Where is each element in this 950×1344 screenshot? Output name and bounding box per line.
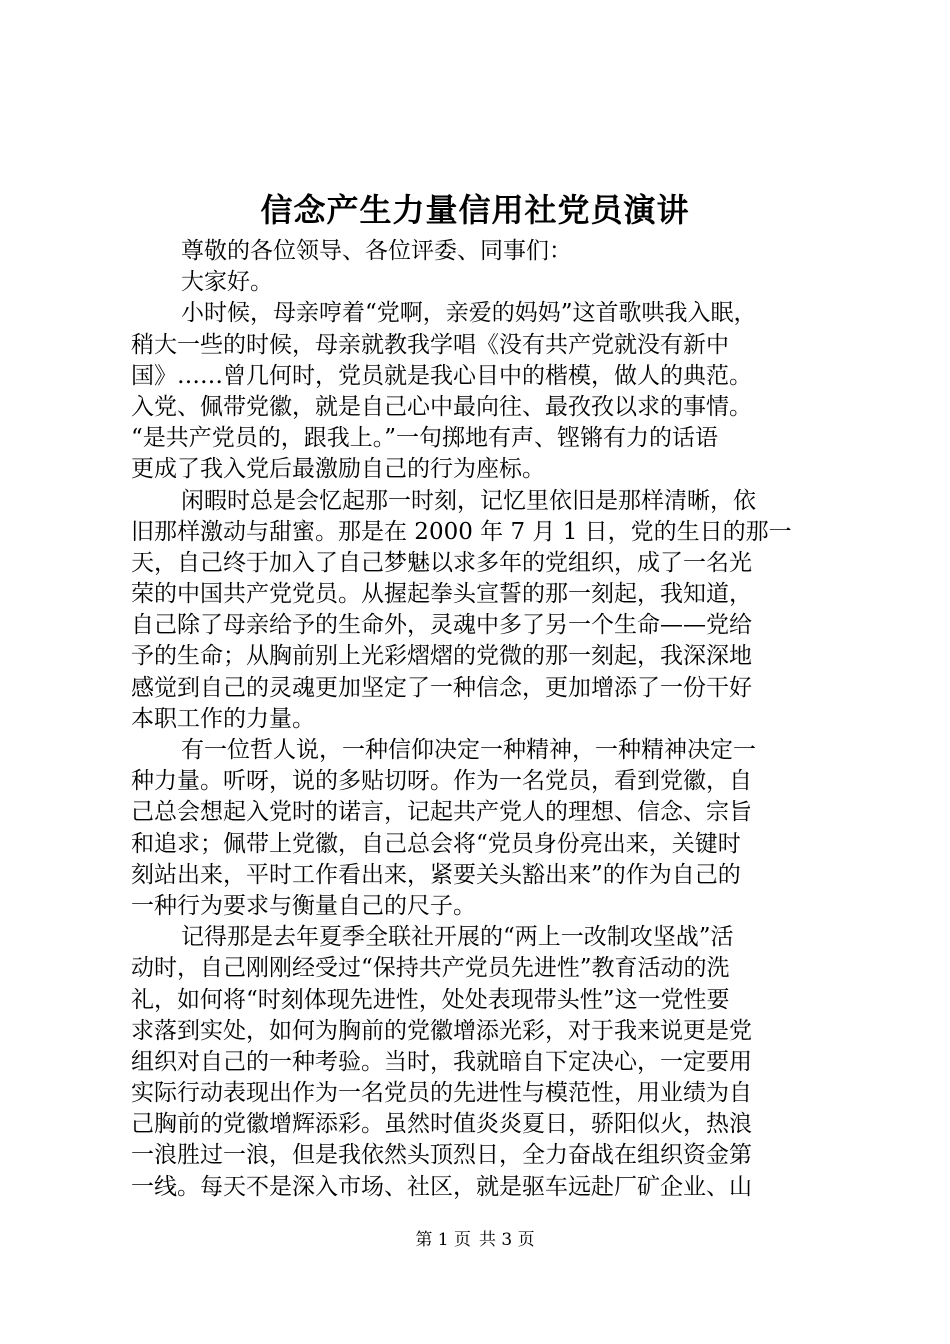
paragraph-line: 一线。每天不是深入市场、社区，就是驱车远赴厂矿企业、山 <box>131 1173 752 1200</box>
paragraph-line: 动时，自己刚刚经受过“保持共产党员先进性”教育活动的洗 <box>131 955 730 982</box>
paragraph-line: 国》……曾几何时，党员就是我心目中的楷模，做人的典范。 <box>131 362 752 389</box>
paragraph-line: 更成了我入党后最激励自己的行为座标。 <box>131 456 545 483</box>
document-title: 信念产生力量信用社党员演讲 <box>260 191 690 229</box>
paragraph-line: 己胸前的党徽增辉添彩。虽然时值炎炎夏日，骄阳似火，热浪 <box>131 1111 752 1138</box>
greeting-line: 大家好。 <box>181 269 273 296</box>
paragraph-line: 感觉到自己的灵魂更加坚定了一种信念，更加增添了一份干好 <box>131 674 752 701</box>
page-number: 第 1 页 <box>415 1230 471 1250</box>
paragraph-line: 闲暇时总是会忆起那一时刻，记忆里依旧是那样清晰，依 <box>181 487 756 514</box>
paragraph-line: 求落到实处，如何为胸前的党徽增添光彩，对于我来说更是党 <box>131 1017 752 1044</box>
paragraph-line: 记得那是去年夏季全联社开展的“两上一改制攻坚战”活 <box>181 924 734 951</box>
page-total: 共 3 页 <box>479 1230 535 1250</box>
paragraph-line: 有一位哲人说，一种信仰决定一种精神，一种精神决定一 <box>181 737 756 763</box>
paragraph-line: 实际行动表现出作为一名党员的先进性与模范性，用业绩为自 <box>131 1080 752 1107</box>
paragraph-line: 予的生命；从胸前别上光彩熠熠的党微的那一刻起，我深深地 <box>131 643 752 670</box>
paragraph-line: 己总会想起入党时的诺言，记起共产党人的理想、信念、宗旨 <box>131 799 752 826</box>
paragraph-line: 入党、佩带党徽，就是自己心中最向往、最孜孜以求的事情。 <box>131 393 752 420</box>
paragraph-line: “是共产党员的，跟我上。”一句掷地有声、铿锵有力的话语 <box>131 425 719 452</box>
paragraph-line: 种力量。听呀，说的多贴切呀。作为一名党员，看到党徽，自 <box>131 768 752 795</box>
paragraph-line: 本职工作的力量。 <box>131 705 315 732</box>
salutation-line: 尊敬的各位领导、各位评委、同事们： <box>181 238 572 264</box>
paragraph-line: 天，自己终于加入了自己梦魅以求多年的党组织，成了一名光 <box>131 549 752 576</box>
paragraph-line: 自己除了母亲给予的生命外，灵魂中多了另一个生命——党给 <box>131 612 752 639</box>
paragraph-line: 一浪胜过一浪，但是我依然头顶烈日，全力奋战在组织资金第 <box>131 1142 752 1169</box>
paragraph-line: 刻站出来，平时工作看出来，紧要关头豁出来”的作为自己的 <box>131 861 741 888</box>
paragraph-line: 组织对自己的一种考验。当时，我就暗自下定决心，一定要用 <box>131 1048 752 1075</box>
paragraph-line: 一种行为要求与衡量自己的尺子。 <box>131 892 476 919</box>
document-body <box>131 236 831 1203</box>
paragraph-line: 礼，如何将“时刻体现先进性，处处表现带头性”这一党性要 <box>131 986 730 1013</box>
paragraph-line: 荣的中国共产党党员。从握起拳头宣誓的那一刻起，我知道， <box>131 581 752 608</box>
paragraph-line: 旧那样激动与甜蜜。那是在 2000 年 7 月 1 日，党的生日的那一 <box>131 518 792 545</box>
paragraph-line: 小时候，母亲哼着“党啊，亲爱的妈妈”这首歌哄我入眠， <box>181 300 757 327</box>
page-footer <box>0 1228 950 1252</box>
paragraph-line: 和追求；佩带上党徽，自己总会将“党员身份亮出来，关键时 <box>131 830 741 857</box>
paragraph-line: 稍大一些的时候，母亲就教我学唱《没有共产党就没有新中 <box>131 331 729 358</box>
